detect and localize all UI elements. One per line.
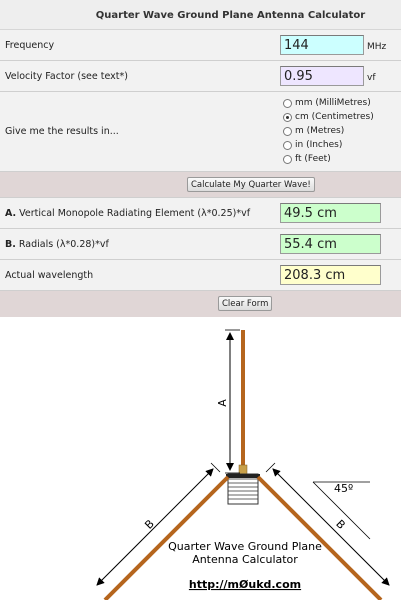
connector-plate xyxy=(226,474,260,478)
clear-button[interactable]: Clear Form xyxy=(218,296,272,311)
unit-option-ft[interactable] xyxy=(283,152,374,166)
radio-button[interactable] xyxy=(283,155,292,164)
wavelength-row xyxy=(0,260,401,291)
diagram-caption-line2: Antenna Calculator xyxy=(192,553,298,566)
unit-option-label: cm (Centimetres) xyxy=(295,112,374,122)
unit-option-cm[interactable] xyxy=(283,110,374,124)
frequency-unit: MHz xyxy=(367,42,387,52)
connector xyxy=(228,474,258,504)
dimension-b-right-tick xyxy=(266,463,275,472)
angle-label: 45º xyxy=(334,482,354,495)
dimension-b-left-tick xyxy=(211,463,220,472)
velocity-unit: vf xyxy=(367,73,376,83)
unit-option-m[interactable] xyxy=(283,124,374,138)
dimension-b-right-line xyxy=(273,469,389,585)
unit-option-label: in (Inches) xyxy=(295,140,343,150)
site-url-link[interactable]: http://mØukd.com xyxy=(188,578,302,591)
unit-option-label: ft (Feet) xyxy=(295,154,331,164)
unit-option-label: mm (MilliMetres) xyxy=(295,98,371,108)
units-row xyxy=(0,92,401,172)
frequency-row xyxy=(0,30,401,61)
vertical-result-prefix: A. xyxy=(5,207,17,219)
units-radio-group xyxy=(283,96,374,166)
radials-result-output[interactable] xyxy=(280,234,381,254)
calculate-row xyxy=(0,172,401,198)
velocity-row xyxy=(0,61,401,92)
unit-option-in[interactable] xyxy=(283,138,374,152)
vertical-result-label xyxy=(5,198,250,228)
dimension-b-right-label: B xyxy=(333,517,348,532)
radials-result-prefix: B. xyxy=(5,238,16,250)
vertical-result-output[interactable] xyxy=(280,203,381,223)
velocity-label: Velocity Factor (see text*) xyxy=(5,70,128,82)
velocity-input[interactable] xyxy=(280,66,364,86)
radio-button[interactable] xyxy=(283,113,292,122)
frequency-label: Frequency xyxy=(5,39,55,51)
unit-option-mm[interactable] xyxy=(283,96,374,110)
radio-button[interactable] xyxy=(283,127,292,136)
calculator-header xyxy=(0,0,401,30)
radials-result-row xyxy=(0,229,401,260)
diagram-caption-line1: Quarter Wave Ground Plane xyxy=(168,540,322,553)
vertical-result-text: Vertical Monopole Radiating Element (λ*0.25)*vf xyxy=(19,207,251,219)
vertical-result-row xyxy=(0,198,401,229)
radials-result-text: Radials (λ*0.28)*vf xyxy=(18,238,109,250)
dimension-a-label: A xyxy=(216,399,229,407)
wavelength-label: Actual wavelength xyxy=(5,269,94,281)
clear-row xyxy=(0,291,401,317)
dimension-b-left-label: B xyxy=(142,517,157,532)
calculate-button[interactable]: Calculate My Quarter Wave! xyxy=(187,177,315,192)
frequency-input[interactable] xyxy=(280,35,364,55)
antenna-diagram xyxy=(0,317,401,600)
unit-option-label: m (Metres) xyxy=(295,126,345,136)
radio-button[interactable] xyxy=(283,99,292,108)
radio-button[interactable] xyxy=(283,141,292,150)
radials-result-label xyxy=(5,229,109,259)
units-label: Give me the results in... xyxy=(5,126,119,137)
page-title: Quarter Wave Ground Plane Antenna Calculator xyxy=(95,9,366,21)
antenna-diagram-svg xyxy=(0,317,401,600)
wavelength-output[interactable] xyxy=(280,265,381,285)
